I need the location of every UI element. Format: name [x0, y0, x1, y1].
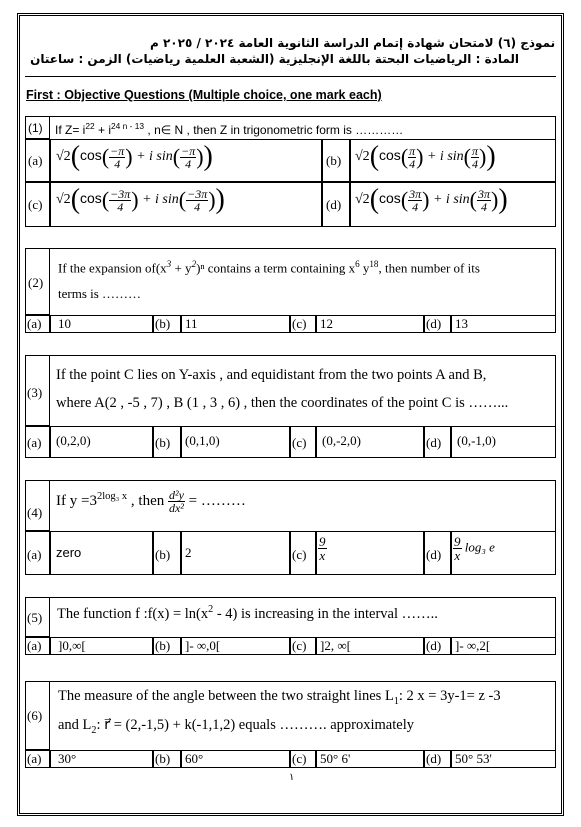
- question-4-number: (4): [27, 505, 43, 520]
- q2-option-b: 11: [185, 316, 198, 331]
- exam-subtitle: المادة : الرياضيات البحتة باللغة الإنجليزية (الشعبة العلمية رياضيات) الزمن : ساعتان: [30, 52, 519, 66]
- question-2-stem: If the expansion $of(x^3 + y^2)^n$ contains a term containing $x^6$ $y^{18}$, then number of its: [58, 259, 480, 276]
- question-6-line1: The measure of the angle between the two straight lines $L_1$: 2 x = 3y-1= z -3: [58, 688, 501, 707]
- q6-option-a-label: (a): [27, 751, 42, 766]
- q5-option-d-label: (d): [426, 638, 442, 653]
- q4-option-c: $\frac{9}{x}$: [319, 534, 326, 563]
- q2-option-b-label: (b): [155, 316, 171, 331]
- q5-option-a-label: (a): [27, 638, 42, 653]
- q6-option-d-label: (d): [426, 751, 442, 766]
- q1-option-b-label: (b): [326, 153, 342, 168]
- q4-option-a-label: (a): [27, 547, 42, 562]
- q4-option-b: 2: [185, 545, 192, 560]
- q3-option-b-label: (b): [155, 435, 171, 450]
- question-3-line1: If the point C lies on Y-axis , and equidistant from the two points A and B,: [56, 367, 487, 383]
- q3-option-d-label: (d): [426, 435, 442, 450]
- question-6-line2: and $L_2$: r⃗ = (2,-1,5) + k(-1,1,2) equals ………. approximately: [58, 717, 414, 736]
- q2-option-d: 13: [455, 316, 468, 331]
- q4-option-c-label: (c): [292, 547, 307, 562]
- q5-option-b-label: (b): [155, 638, 171, 653]
- q5-option-d: ]- ∞,2[: [455, 638, 491, 653]
- q4-option-d: $\frac{9}{x}$ log₃ e: [454, 534, 495, 563]
- q3-option-b: (0,1,0): [185, 433, 220, 448]
- header-divider: [25, 76, 556, 77]
- page-number: ١: [289, 772, 295, 783]
- q4-option-b-label: (b): [155, 547, 171, 562]
- q1-option-a: √2(cos( $\frac{-\pi}{4}$ ) + i sin( $\frac{-\pi}{4}$ )): [56, 141, 213, 172]
- section-title: First : Objective Questions (Multiple choice, one mark each): [26, 88, 382, 102]
- q1-option-a-label: (a): [28, 153, 43, 168]
- q3-option-c-label: (c): [292, 435, 307, 450]
- q4-option-a: zero: [56, 545, 82, 560]
- q5-option-c: ]2, ∞[: [320, 638, 351, 653]
- q1-option-b: √2(cos( $\frac{\pi}{4}$ ) + i sin( $\frac{\pi}{4}$ )): [355, 141, 496, 172]
- q2-option-d-label: (d): [426, 316, 442, 331]
- question-5-stem: The function f :f(x) = $\ln(x^2 - 4)$ is increasing in the interval ……..: [57, 604, 438, 622]
- q2-option-a-label: (a): [27, 316, 42, 331]
- question-5-number: (5): [27, 610, 43, 625]
- question-2-number: (2): [28, 275, 44, 290]
- q3-option-d: (0,-1,0): [457, 433, 496, 448]
- q1-option-d: √2(cos( $\frac{3\pi}{4}$ ) + i sin( $\frac{3\pi}{4}$ )): [355, 184, 508, 215]
- question-4-stem: If $y =3^{2log_3 x}$ , then $\frac{\text{d²y}}{\text{dx²}}$ = ………: [56, 488, 246, 515]
- q4-option-d-label: (d): [426, 547, 442, 562]
- q1-option-c: √2(cos( $\frac{-3\pi}{4}$ ) + i sin( $\frac{-3\pi}{4}$ )): [56, 184, 225, 215]
- q6-option-a: 30°: [58, 751, 77, 766]
- q6-option-b: 60°: [185, 751, 204, 766]
- exam-title: نموذج (٦) لامتحان شهادة إتمام الدراسة الثانوية العامة ٢٠٢٤ / ٢٠٢٥ م: [150, 36, 556, 50]
- question-3-line2: where A(2 , -5 , 7) , B (1 , 3 , 6) , then the coordinates of the point C is ……...: [56, 395, 509, 411]
- q2-option-c: 12: [320, 316, 333, 331]
- q6-option-c-label: (c): [292, 751, 307, 766]
- q3-option-a: (0,2,0): [56, 433, 91, 448]
- question-6-number: (6): [27, 708, 43, 723]
- q6-option-c: 50° 6': [320, 751, 351, 766]
- q5-option-b: ]- ∞,0[: [185, 638, 221, 653]
- q6-option-b-label: (b): [155, 751, 171, 766]
- question-2-stem-line2: terms is ………: [58, 286, 142, 301]
- q1-option-d-label: (d): [326, 197, 342, 212]
- q5-option-a: ]0,∞[: [58, 638, 86, 653]
- q3-option-c: (0,-2,0): [322, 433, 361, 448]
- q2-option-c-label: (c): [292, 316, 307, 331]
- question-1-number: (1): [28, 121, 43, 135]
- q6-option-d: 50° 53': [455, 751, 492, 766]
- question-1-stem: If $Z= i^{22} + i^{24 n - 13}$ , n∈ N , then Z in trigonometric form is …………: [55, 121, 404, 137]
- question-3-number: (3): [27, 385, 43, 400]
- q2-option-a: 10: [58, 316, 71, 331]
- q1-option-c-label: (c): [28, 197, 43, 212]
- q3-option-a-label: (a): [27, 435, 42, 450]
- q5-option-c-label: (c): [292, 638, 307, 653]
